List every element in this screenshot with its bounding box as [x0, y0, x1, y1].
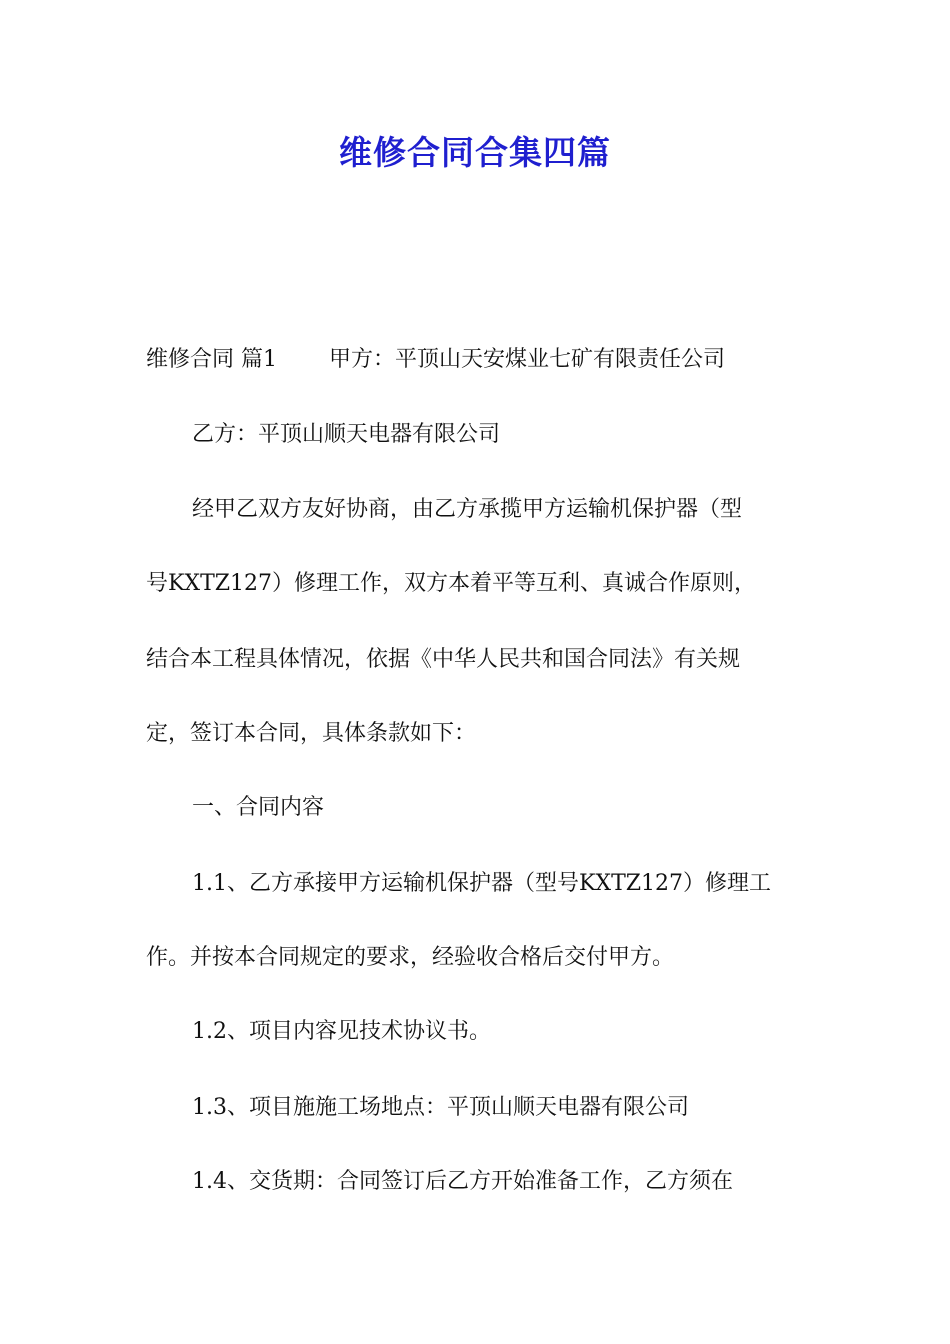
section-heading: 一、合同内容: [192, 795, 325, 820]
contract-heading-label: 维修合同 篇1: [146, 347, 277, 372]
party-b: 乙方：平顶山顺天电器有限公司: [192, 422, 501, 447]
intro-line-2: 号KXTZ127）修理工作，双方本着平等互利、真诚合作原则，: [146, 571, 757, 596]
clause-1-4: 1.4、交货期：合同签订后乙方开始准备工作，乙方须在: [192, 1169, 733, 1194]
contract-header-line: [146, 342, 816, 378]
document-title: 维修合同合集四篇: [339, 133, 611, 172]
clause-1-2: 1.2、项目内容见技术协议书。: [192, 1019, 491, 1044]
intro-line-3: 结合本工程具体情况，依据《中华人民共和国合同法》有关规: [146, 647, 741, 672]
clause-1-3: 1.3、项目施施工场地点：平顶山顺天电器有限公司: [192, 1095, 689, 1120]
intro-line-4: 定，签订本合同，具体条款如下：: [146, 721, 477, 746]
clause-1-1-line-2: 作。并按本合同规定的要求，经验收合格后交付甲方。: [146, 945, 675, 970]
intro-line-1: 经甲乙双方友好协商，由乙方承揽甲方运输机保护器（型: [192, 497, 743, 522]
party-a: 甲方：平顶山天安煤业七矿有限责任公司: [329, 347, 726, 372]
clause-1-1-line-1: 1.1、乙方承接甲方运输机保护器（型号KXTZ127）修理工: [192, 871, 772, 896]
